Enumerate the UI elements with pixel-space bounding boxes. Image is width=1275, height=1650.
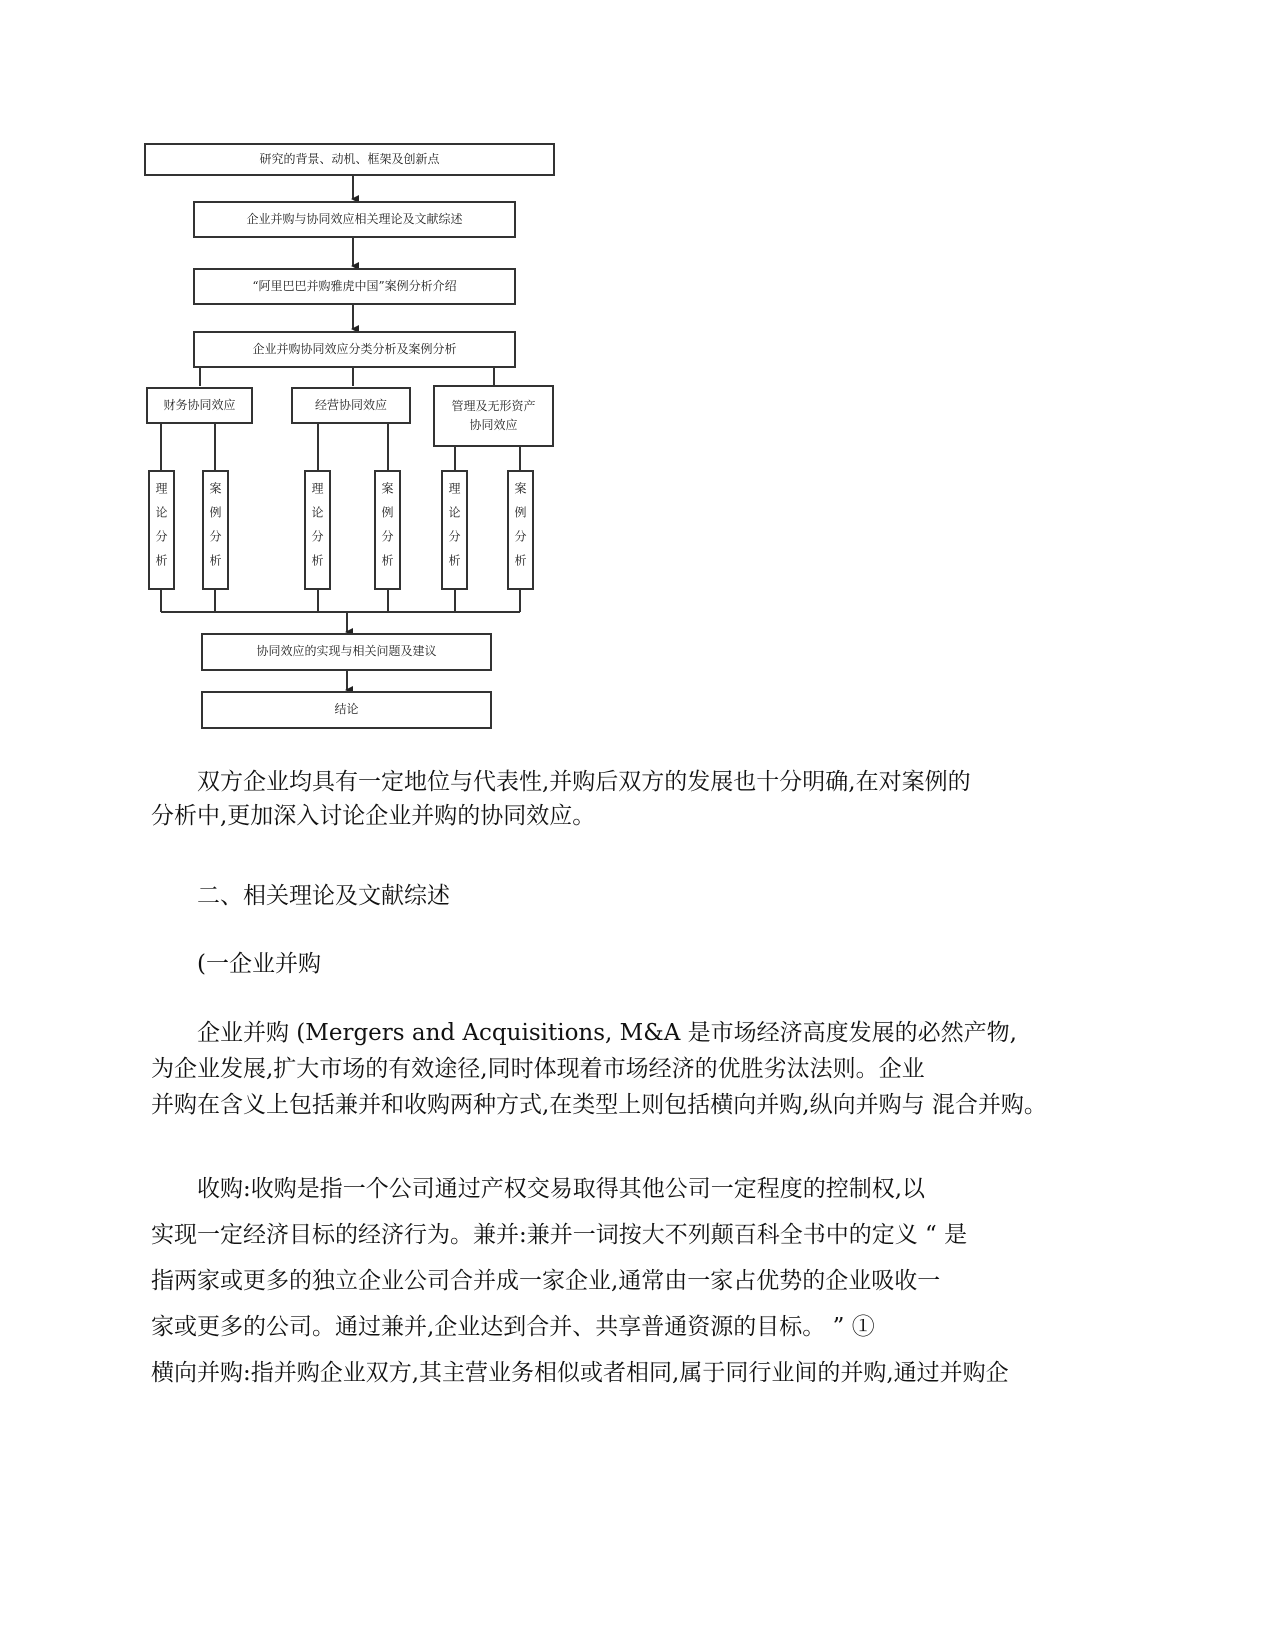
flow-box-conclusion: 结论 (201, 691, 492, 729)
flow-box-operating-synergy: 经营协同效应 (291, 387, 411, 424)
flow-box-synergy-analysis: 企业并购协同效应分类分析及案例分析 (193, 331, 516, 368)
subsection-heading (197, 947, 1147, 981)
flow-box-financial-synergy: 财务协同效应 (146, 387, 253, 424)
heading-text: 二、相关理论及文献综述 (197, 883, 450, 909)
leaf-case-operating: 案例分析 (374, 470, 401, 590)
flow-box-management-synergy-label: 管理及无形资产协同效应 (451, 398, 536, 432)
flow-box-background: 研究的背景、动机、框架及创新点 (144, 143, 555, 176)
text-line: 分析中,更加深入讨论企业并购的协同效应。 (151, 803, 596, 829)
leaf-theory-operating: 理论分析 (304, 470, 331, 590)
text-line: 指两家或更多的独立企业公司合并成一家企业,通常由一家占优势的企业吸收一 (151, 1268, 941, 1294)
section-heading (197, 879, 1147, 913)
flow-box-case-intro: “阿里巴巴并购雅虎中国”案例分析介绍 (193, 268, 516, 305)
text-line: 双方企业均具有一定地位与代表性,并购后双方的发展也十分明确,在对案例的 (197, 769, 971, 795)
text-line: 家或更多的公司。通过兼并,企业达到合并、共享普通资源的目标。 ” ① (151, 1314, 875, 1340)
text-line: 并购在含义上包括兼并和收购两种方式,在类型上则包括横向并购,纵向并购与 混合并购。 (151, 1092, 1047, 1118)
leaf-case-financial: 案例分析 (202, 470, 229, 590)
text-line: 横向并购:指并购企业双方,其主营业务相似或者相同,属于同行业间的并购,通过并购企 (151, 1360, 1009, 1386)
leaf-case-management: 案例分析 (507, 470, 534, 590)
subheading-text: (一企业并购 (197, 951, 321, 977)
flow-box-management-synergy (433, 385, 554, 447)
paragraph-acquisition-merger (151, 1172, 1101, 1390)
text-line: 实现一定经济目标的经济行为。兼并:兼并一词按大不列颠百科全书中的定义 “ 是 (151, 1222, 968, 1248)
flow-box-implementation: 协同效应的实现与相关问题及建议 (201, 633, 492, 671)
text-line: 为企业发展,扩大市场的有效途径,同时体现着市场经济的优胜劣汰法则。企业 (151, 1056, 925, 1082)
paragraph-mna-definition (151, 1016, 1101, 1122)
paragraph-intro (151, 765, 1101, 833)
text-line: 收购:收购是指一个公司通过产权交易取得其他公司一定程度的控制权,以 (197, 1176, 926, 1202)
research-framework-flowchart (0, 0, 1275, 780)
leaf-theory-management: 理论分析 (441, 470, 468, 590)
text-line: 企业并购 (Mergers and Acquisitions, M&A 是市场经济高度发展的必然产物, (197, 1020, 1017, 1046)
leaf-theory-financial: 理论分析 (148, 470, 175, 590)
flow-box-literature-review: 企业并购与协同效应相关理论及文献综述 (193, 201, 516, 238)
